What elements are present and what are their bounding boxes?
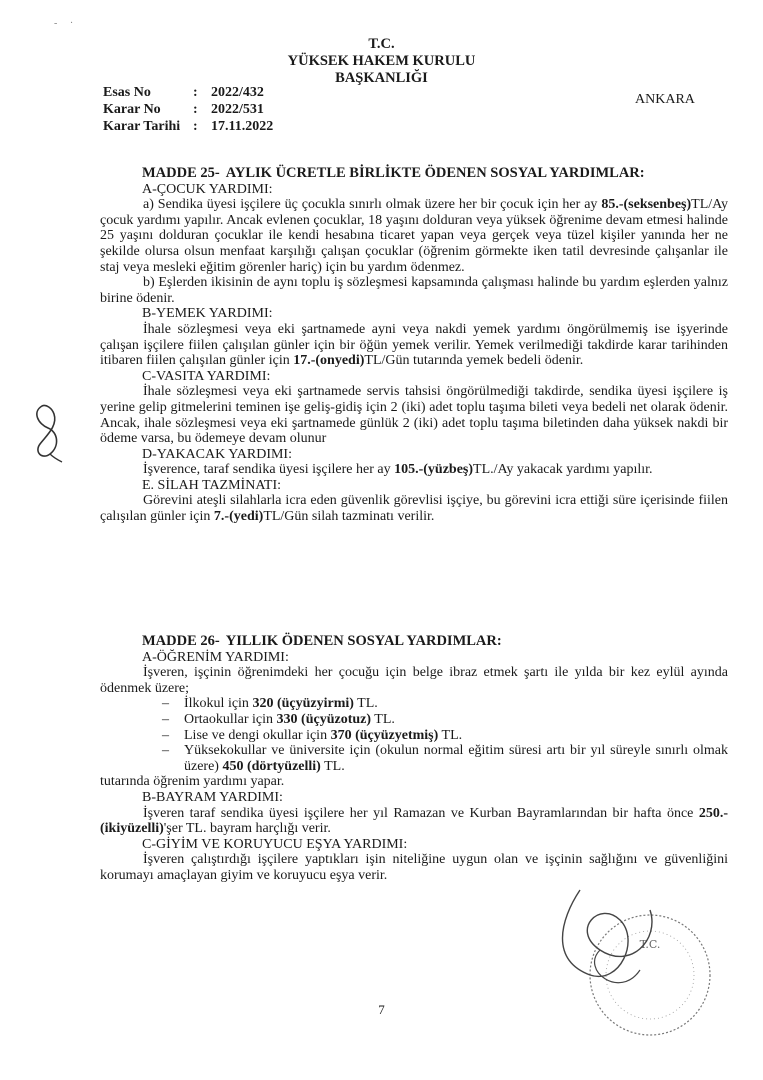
article-25 (100, 166, 728, 525)
amount: 370 (üçyüzyetmiş) (330, 727, 439, 743)
section-title: B-BAYRAM YARDIMI: (142, 789, 283, 805)
meta-row-karar (103, 101, 273, 118)
header-tc: T.C. (368, 36, 395, 52)
amount: 17.-(onyedi) (293, 353, 365, 369)
case-meta (103, 84, 273, 135)
text: İşveren taraf sendika üyesi işçilere her yıl Ramazan ve Kurban Bayramlarından bir hafta önce (143, 805, 694, 821)
stamp-text: T.C. (639, 938, 661, 951)
page-number: 7 (378, 1002, 385, 1017)
text: TL./Ay yakacak yardımı yapılır. (473, 462, 653, 478)
list-item (162, 743, 728, 774)
paragraph (100, 322, 728, 369)
official-stamp (540, 880, 740, 1055)
scan-mark: - · (54, 18, 74, 29)
article-26 (100, 634, 728, 884)
article-number: MADDE 26- (142, 633, 220, 649)
list-item (162, 712, 728, 728)
amount: 330 (üçyüzotuz) (276, 711, 372, 727)
meta-label: Esas No (103, 85, 151, 100)
handwritten-initial (28, 402, 68, 469)
paragraph: İşveren çalıştırdığı işçilere yaptıkları işin niteliğine uygun olan ve işçinin sağlığını ve güvenliğini korumayı amaçlayan giyim ve koruyucu eşya verir. (100, 852, 728, 883)
text: İşverence, taraf sendika üyesi işçilere her ay (143, 462, 391, 478)
text: TL. (374, 711, 395, 727)
meta-colon: : (193, 102, 198, 117)
list-item (162, 696, 728, 712)
meta-label: Karar Tarihi (103, 119, 181, 134)
meta-value: 2022/432 (211, 85, 264, 100)
meta-label: Karar No (103, 102, 161, 117)
paragraph (100, 493, 728, 524)
text: TL/Gün tutarında yemek bedeli ödenir. (364, 353, 584, 369)
list-item (162, 728, 728, 744)
education-list (100, 696, 728, 774)
meta-value: 17.11.2022 (211, 119, 274, 134)
section-title: C-VASITA YARDIMI: (142, 368, 271, 384)
header-institution: YÜKSEK HAKEM KURULU (287, 53, 476, 69)
section-title: B-YEMEK YARDIMI: (142, 306, 273, 322)
paragraph (100, 197, 728, 275)
article-title: AYLIK ÜCRETLE BİRLİKTE ÖDENEN SOSYAL YARDIMLAR: (225, 165, 645, 181)
text: TL/Gün silah tazminatı verilir. (263, 509, 435, 525)
text: a) Sendika üyesi işçilere üç çocukla sınırlı olmak üzere her bir çocuk için her ay (143, 197, 598, 213)
text: Ortaokullar için (184, 711, 274, 727)
meta-colon: : (193, 85, 198, 100)
meta-row-esas (103, 84, 273, 101)
amount: 85.-(seksenbeş) (601, 197, 692, 213)
text: 'şer TL. bayram harçlığı verir. (163, 821, 331, 837)
paragraph: tutarında öğrenim yardımı yapar. (100, 774, 285, 790)
paragraph: İşveren, işçinin öğrenimdeki her çocuğu için belge ibraz etmek şartı ile yılda bir kez eylül ayında ödenmek üzere; (100, 665, 728, 696)
section-title: A-ÇOCUK YARDIMI: (142, 181, 273, 197)
meta-colon: : (193, 119, 198, 134)
amount: 250.-(ikiyüzelli) (100, 805, 729, 837)
section-title: A-ÖĞRENİM YARDIMI: (142, 649, 289, 665)
section-title: C-GİYİM VE KORUYUCU EŞYA YARDIMI: (142, 836, 408, 852)
meta-row-tarih (103, 118, 273, 135)
paragraph (100, 462, 728, 478)
text: TL/Ay çocuk yardımı yapılır. Ancak evlenen çocuklar, 18 yaşını dolduran veya yüksek öğrenime devam etmesi halinde 25 yaşını dolduran çocuklar ile kendi hesabına ticaret yapan veya gerçek veya tüzel kişiler yanında her ne şekilde olursa olsun menfaat karşılığı çalışan çocuklar (öğrenim görmekte iken tatil devresinde çalışanlar ile staj veya mesleki eğitim görenler hariç) için bu yardım ödenmez. (100, 197, 728, 275)
text: Lise ve dengi okullar için (184, 727, 328, 743)
city: ANKARA (635, 92, 695, 107)
article-number: MADDE 25- (142, 165, 220, 181)
text: TL. (441, 727, 463, 743)
text: İhale sözleşmesi veya eki şartnamede ayni veya nakdi yemek yardımı öngörülmemiş ise işyerinde çalışan işçilere fiilen çalışılan günler için bir öğün yemek verilir. Yemek verilmediği takdirde karar tarihinden itibaren fiilen çalışılan günler için (100, 321, 728, 369)
text: İlkokul için (184, 696, 249, 712)
amount: 320 (üçyüzyirmi) (252, 696, 354, 712)
paragraph: b) Eşlerden ikisinin de aynı toplu iş sözleşmesi kapsamında çalışması halinde bu yardım eşlerden yalnız birine ödenir. (100, 275, 728, 306)
amount: 105.-(yüzbeş) (394, 462, 474, 478)
section-title: D-YAKACAK YARDIMI: (142, 446, 292, 462)
paragraph (100, 806, 728, 837)
header-office: BAŞKANLIĞI (335, 70, 428, 86)
amount: 450 (dörtyüzelli) (222, 758, 321, 774)
text: Görevini ateşli silahlarla icra eden güvenlik görevlisi işçiye, bu görevini icra ettiği süre içerisinde fiilen çalışılan günler için (100, 493, 728, 525)
text: TL. (324, 758, 345, 774)
section-title: E. SİLAH TAZMİNATI: (142, 477, 281, 493)
article-title: YILLIK ÖDENEN SOSYAL YARDIMLAR: (225, 633, 502, 649)
paragraph: İhale sözleşmesi veya eki şartnamede servis tahsisi öngörülmediği takdirde, sendika üyesi işçilere iş yerine gelip gitmelerini teminen işe geliş-gidiş için 2 (iki) adet toplu taşıma bileti veya bedeli net olarak ödenir. Ancak, ihale sözleşmesi veya eki şartnamede günlük 2 (iki) adet toplu taşıma biletinden daha yüksek nakdi bir ödeme varsa, bu ödemeye devam olunur (100, 384, 728, 447)
article-heading (100, 634, 728, 650)
article-heading (100, 166, 728, 182)
text: TL. (357, 696, 378, 712)
text: Yüksekokullar ve üniversite için (okulun normal eğitim süresi artı bir yıl süreyle sınırlı olmak üzere) (184, 743, 728, 774)
meta-value: 2022/531 (211, 102, 264, 117)
amount: 7.-(yedi) (213, 509, 264, 525)
